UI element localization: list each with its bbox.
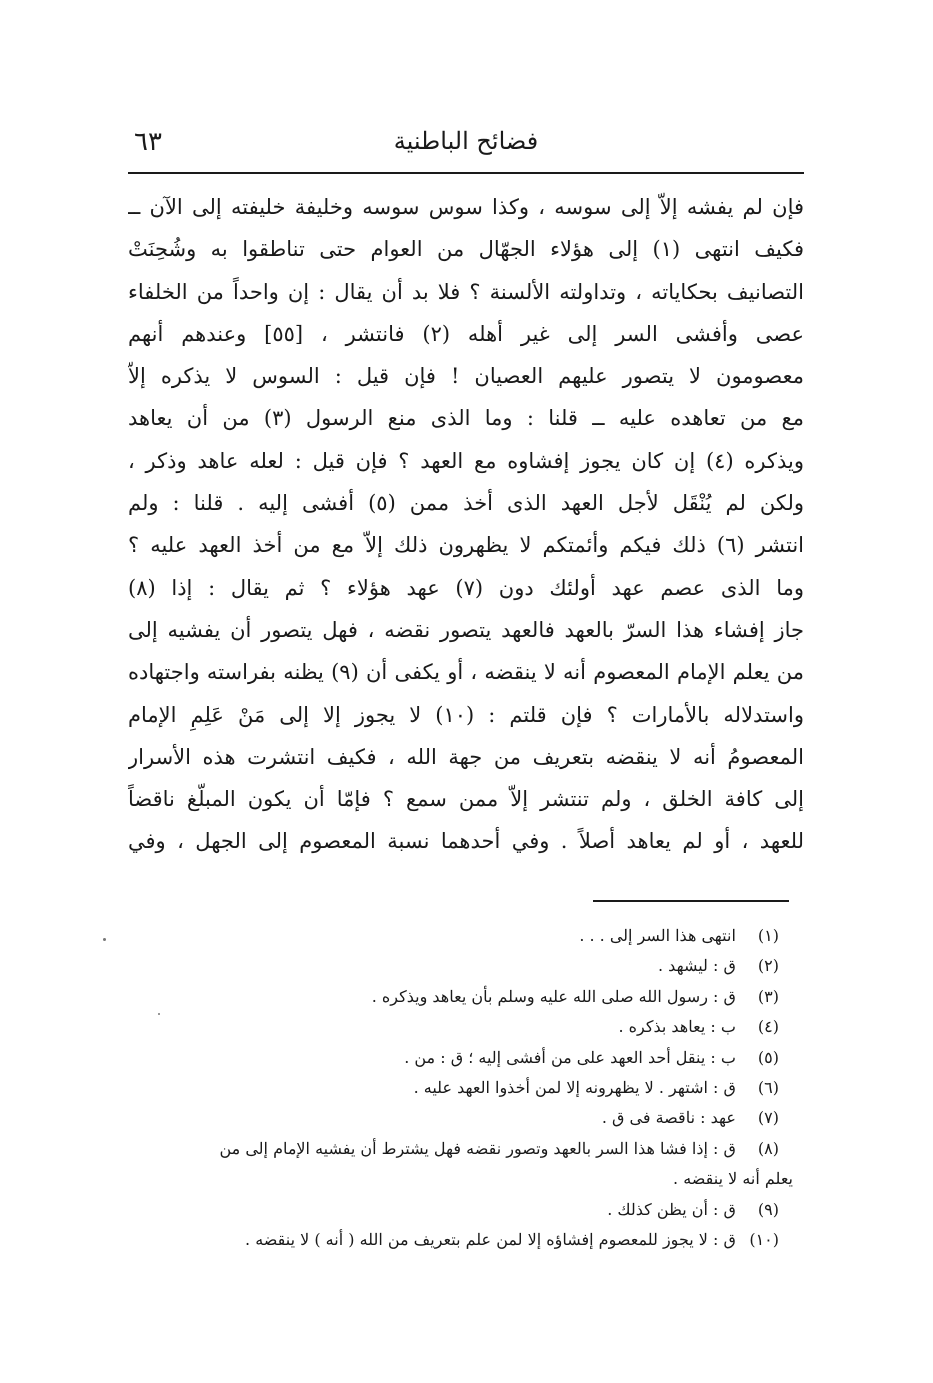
paper-speck: [103, 938, 106, 941]
footnote-number: (٢): [757, 956, 779, 976]
text-line: انتشر (٦) ذلك فيكم وأئمتكم لا يظهرون ذلك إلاّ مع من أخذ العهد عليه ؟: [128, 533, 804, 558]
footnote-continuation: [128, 1164, 793, 1194]
footnote-text: ب : ينقل أحد العهد على من أفشى إليه ؛ ق : من .: [404, 1047, 736, 1067]
footnote-number: (٦): [757, 1077, 779, 1097]
footnote-text: ق : إذا فشا هذا السر بالعهد وتصور نقضه فهل يشترط أن يفشيه الإمام إلى من: [219, 1138, 736, 1158]
footnote-text: ق : رسول الله صلى الله عليه وسلم بأن يعاهد ويذكره .: [371, 986, 736, 1006]
footnote-text: ب : يعاهد بذكره .: [618, 1017, 736, 1037]
footnote-number: (٨): [757, 1138, 779, 1158]
footnote: [128, 1134, 779, 1164]
text-line: واستدلاله بالأمارات ؟ فإن قلتم : (١٠) لا يجوز إلا إلى مَنْ عَلِمِ الإمام: [128, 702, 804, 727]
text-line: التصانيف بحكاياته ، وتداولته الألسنة ؟ فلا بد أن يقال : إن واحداً من الخلفاء: [128, 279, 804, 304]
footnote-separator: [593, 900, 789, 902]
text-line: إلى كافة الخلق ، ولم تنتشر إلاّ ممن سمع ؟ فإمّا أن يكون المبلّغ ناقضاً: [128, 787, 804, 812]
footnote-number: (١): [757, 926, 779, 945]
footnote-number: (٤): [757, 1017, 779, 1037]
page-number: ٦٣: [134, 127, 162, 157]
footnotes: [128, 921, 793, 1255]
footnote-number: (٣): [757, 986, 779, 1006]
footnote: [128, 1043, 779, 1073]
footnote-text: عهد : ناقصة فى ق .: [601, 1108, 736, 1128]
text-line: معصومون لا يتصور عليهم العصيان ! فإن قيل : السوس لا يذكره إلاّ: [128, 364, 804, 389]
text-line: وما الذى عصم عهد أولئك دون (٧) عهد هؤلاء ؟ ثم يقال : إذا (٨): [128, 575, 804, 600]
paper-speck: [158, 1013, 160, 1015]
text-line: مع من تعاهده عليه ــ قلنا : وما الذى منع الرسول (٣) من أن يعاهد: [128, 406, 804, 431]
text-line: عصى وأفشى السر إلى غير أهله (٢) فانتشر ، [٥٥] وعندهم أنهم: [128, 321, 804, 346]
footnote: [128, 921, 779, 951]
footnote-text: ق : أن يظن كذلك .: [607, 1199, 736, 1219]
page-header: [128, 125, 804, 169]
footnote-text: ق : ليشهد .: [658, 956, 736, 976]
footnote: [128, 1195, 779, 1225]
footnote-number: (٥): [757, 1047, 779, 1067]
text-line: جاز إفشاء هذا السرّ بالعهد فالعهد يتصور نقضه ، فهل يتصور أن يفشيه إلى: [128, 617, 804, 642]
footnote-text: يعلم أنه لا ينقضه .: [673, 1169, 793, 1189]
footnote: [128, 1073, 779, 1103]
footnote-number: (١٠): [749, 1229, 779, 1249]
footnote-text: ق : اشتهر . لا يظهرونه إلا لمن أخذوا العهد عليه .: [413, 1077, 736, 1097]
footnote: [128, 1225, 779, 1255]
main-text: [128, 186, 804, 863]
text-line: المعصومُ أنه لا ينقضه بتعريف من جهة الله ، فكيف انتشرت هذه الأسرار: [128, 744, 804, 769]
text-line: ولكن لم يُنْقَل لأجل العهد الذى أخذ ممن (٥) أفشى إليه . قلنا : ولم: [128, 491, 804, 516]
running-title: فضائح الباطنية: [393, 127, 539, 155]
footnote: [128, 951, 779, 981]
footnote: [128, 982, 779, 1012]
footnote-text: انتهى هذا السر إلى . . .: [579, 926, 736, 945]
footnote: [128, 1012, 779, 1042]
text-line: فكيف انتهى (١) إلى هؤلاء الجهّال من العوام حتى تناطقوا به وشُحِنَتْ: [128, 237, 804, 262]
text-line: للعهد ، أو لم يعاهد أصلاً . وفي أحدهما نسبة المعصوم إلى الجهل ، وفي: [128, 829, 804, 854]
text-line: ويذكره (٤) إن كان يجوز إفشاوه مع العهد ؟ فإن قيل : لعله عاهد وذكر ،: [128, 448, 804, 473]
footnote-number: (٧): [757, 1108, 779, 1128]
footnote-text: ق : لا يجوز للمعصوم إفشاؤه إلا لمن علم بتعريف من الله ( أنه ) لا ينقضه .: [245, 1229, 736, 1249]
footnote: [128, 1103, 779, 1133]
footnote-number: (٩): [757, 1199, 779, 1219]
text-line: من يعلم الإمام المعصوم أنه لا ينقضه ، أو يكفى أن (٩) يظنه بفراسته واجتهاده: [128, 660, 804, 685]
header-rule: [128, 172, 804, 174]
text-line: فإن لم يفشه إلاّ إلى سوسه ، وكذا سوس سوسه وخليفة خليفته إلى الآن ــ: [128, 195, 804, 219]
